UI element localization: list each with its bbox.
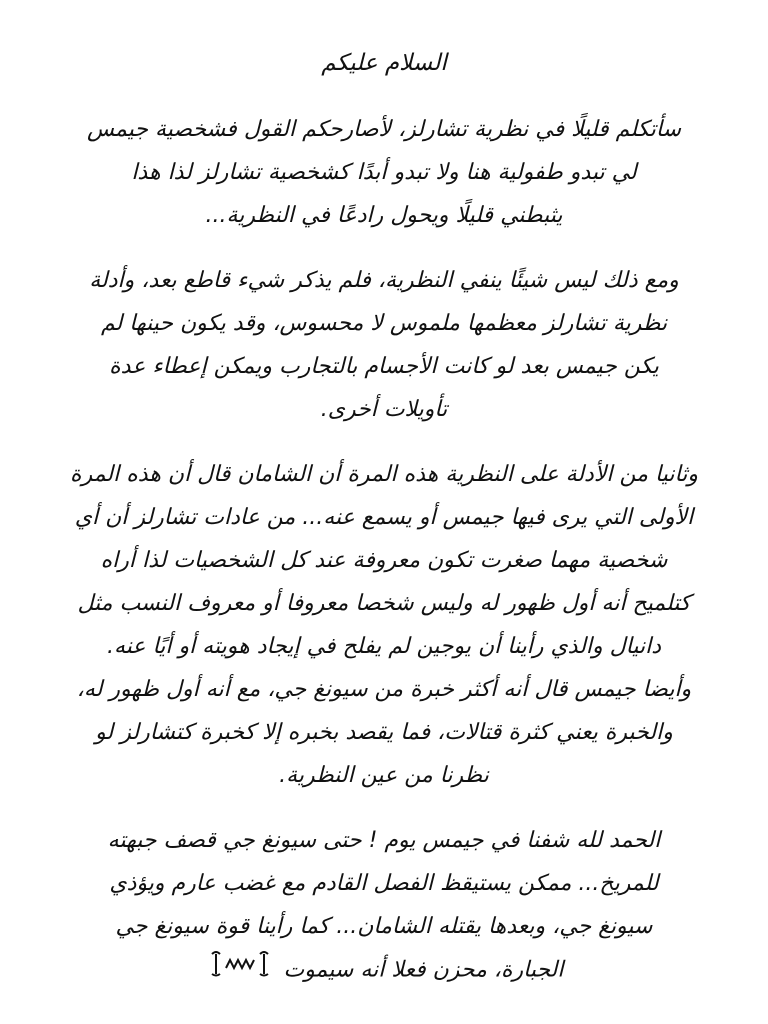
paragraph-line: ومع ذلك ليس شيئًا ينفي النظرية، فلم يذكر شيء قاطع بعد، وأدلة	[89, 268, 679, 293]
paragraph-line: لي تبدو طفولية هنا ولا تبدو أبدًا كشخصية تشارلز لذا هذا	[131, 160, 637, 185]
paragraph-line: وأيضا جيمس قال أنه أكثر خبرة من سيونغ جي، مع أنه أول ظهور له،	[76, 677, 692, 702]
paragraph-line: دانيال والذي رأينا أن يوجين لم يفلح في إيجاد هويته أو أيًا عنه.	[106, 634, 662, 659]
paragraph-line: والخبرة يعني كثرة قتالات، فما يقصد بخبره إلا كخبرة كتشارلز لو	[95, 720, 673, 745]
paragraph-line: يثبطني قليلًا ويحول رادعًا في النظرية...	[205, 203, 563, 228]
paragraph-line: يكن جيمس بعد لو كانت الأجسام بالتجارب ويمكن إعطاء عدة	[109, 354, 659, 379]
paragraph-line: شخصية مهما صغرت تكون معروفة عند كل الشخصيات لذا أراه	[100, 548, 668, 573]
paragraph-1	[30, 108, 738, 237]
paragraph-line: كتلميح أنه أول ظهور له وليس شخصا معروفا أو معروف النسب مثل	[77, 591, 691, 616]
paragraph-line-text: الجبارة، محزن فعلا أنه سيموت	[283, 957, 564, 983]
paragraph-line: تأويلات أخرى.	[320, 397, 448, 422]
paragraph-line: نظرنا من عين النظرية.	[279, 763, 489, 788]
paragraph-4	[30, 819, 738, 993]
paragraph-line: سأتكلم قليلًا في نظرية تشارلز، لأصارحكم القول فشخصية جيمس	[86, 117, 682, 142]
greeting-heading: السلام عليكم	[321, 50, 447, 76]
paragraph-line: الأولى التي يرى فيها جيمس أو يسمع عنه... من عادات تشارلز أن أي	[74, 505, 694, 530]
document-page	[30, 38, 738, 1015]
paragraph-3	[30, 453, 738, 797]
paragraph-line: سيونغ جي، وبعدها يقتله الشامان... كما رأينا قوة سيونغ جي	[115, 914, 653, 939]
paragraph-last-line	[30, 948, 738, 993]
paragraph-line: وثانيا من الأدلة على النظرية هذه المرة أن الشامان قال أن هذه المرة	[70, 462, 698, 487]
paragraph-line: للمريخ... ممكن يستيقظ الفصل القادم مع غضب عارم ويؤذي	[109, 871, 659, 896]
paragraph-line: نظرية تشارلز معظمها ملموس لا محسوس، وقد يكون حينها لم	[100, 311, 668, 336]
paragraph-line: الحمد لله شفنا في جيمس يوم ! حتى سيونغ جي قصف جبهته	[107, 828, 661, 853]
laughing-tears-icon	[208, 948, 272, 993]
paragraph-2	[30, 259, 738, 431]
